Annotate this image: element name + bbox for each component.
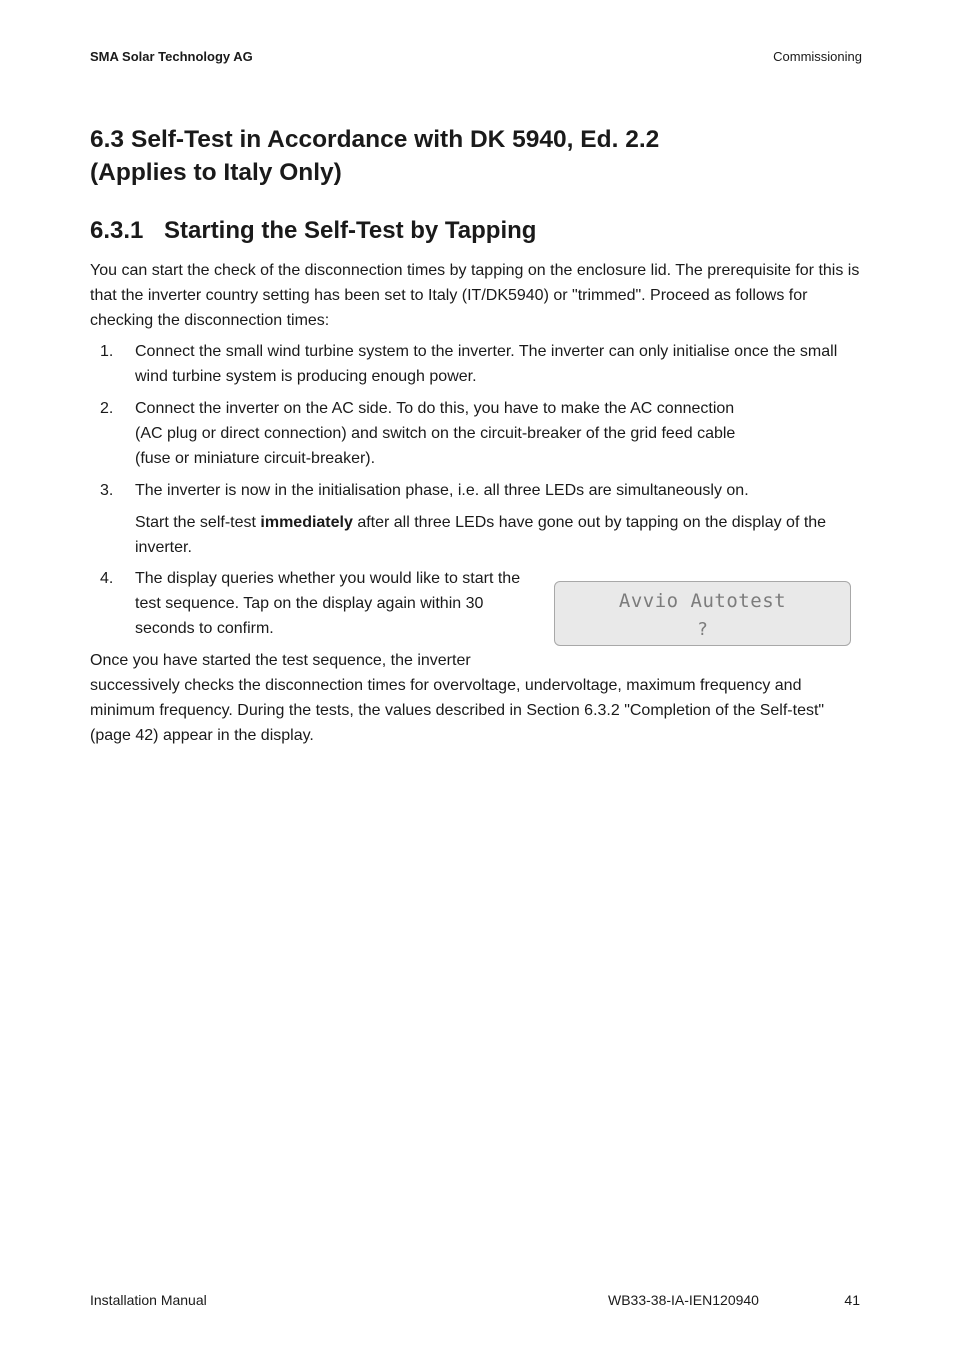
section-number: 6.3 <box>90 126 125 153</box>
step-3-text: The inverter is now in the initialisation phase, i.e. all three LEDs are simultaneously on. <box>135 482 749 499</box>
step-3-number: 3. <box>100 482 114 499</box>
footer-doc-id: WB33-38-IA-IEN120940 <box>608 1292 759 1308</box>
step-2-line2: (AC plug or direct connection) and switch on the circuit-breaker of the grid feed cable <box>135 425 736 442</box>
step-4-text: The display queries whether you would like to start the test sequence. Tap on the display again within 30 seconds to confirm. <box>135 570 521 637</box>
after-paragraph-rest: successively checks the disconnection times for overvoltage, undervoltage, maximum frequency and minimum frequency. During the tests, the values described in Section 6.3.2 "Completion of the Self-test" (page 42) appear in the display. <box>90 677 825 744</box>
subsection-title: Starting the Self-Test by Tapping <box>164 217 537 244</box>
step-2-line3: (fuse or miniature circuit-breaker). <box>135 450 376 467</box>
header-chapter: Commissioning <box>773 49 862 64</box>
step-2-line1: Connect the inverter on the AC side. To do this, you have to make the AC connection <box>135 400 735 417</box>
after-paragraph-line1: Once you have started the test sequence, the inverter <box>90 652 471 669</box>
inverter-display <box>554 581 851 646</box>
section-title-line2: (Applies to Italy Only) <box>90 159 342 186</box>
section-heading <box>90 123 659 189</box>
header-company: SMA Solar Technology AG <box>90 49 253 64</box>
step-3-instruction-post: after all three LEDs have gone out by tapping on the display of the inverter. <box>135 514 827 556</box>
footer-manual-title: Installation Manual <box>90 1292 207 1308</box>
intro-paragraph: You can start the check of the disconnection times by tapping on the enclosure lid. The prerequisite for this is that the inverter country setting has been set to Italy (IT/DK5940) or "trimmed". Proceed as follows for checking the disconnection times: <box>90 262 860 329</box>
step-2-number: 2. <box>100 400 114 417</box>
step-4-number: 4. <box>100 570 114 587</box>
footer-page-number: 41 <box>844 1292 860 1308</box>
subsection-number: 6.3.1 <box>90 217 144 244</box>
display-line-2: ? <box>697 619 708 640</box>
subsection-heading <box>90 214 536 247</box>
step-3-instruction-pre: Start the self-test <box>135 514 261 531</box>
step-1-text: Connect the small wind turbine system to the inverter. The inverter can only initialise once the small wind turbine system is producing enough power. <box>135 343 838 385</box>
display-line-1: Avvio Autotest <box>618 590 787 612</box>
step-1-number: 1. <box>100 343 114 360</box>
section-title-line1: Self-Test in Accordance with DK 5940, Ed. 2.2 <box>131 126 660 153</box>
step-3-instruction <box>135 510 865 560</box>
step-2-text <box>135 396 835 471</box>
step-3-instruction-emphasis: immediately <box>260 514 353 531</box>
